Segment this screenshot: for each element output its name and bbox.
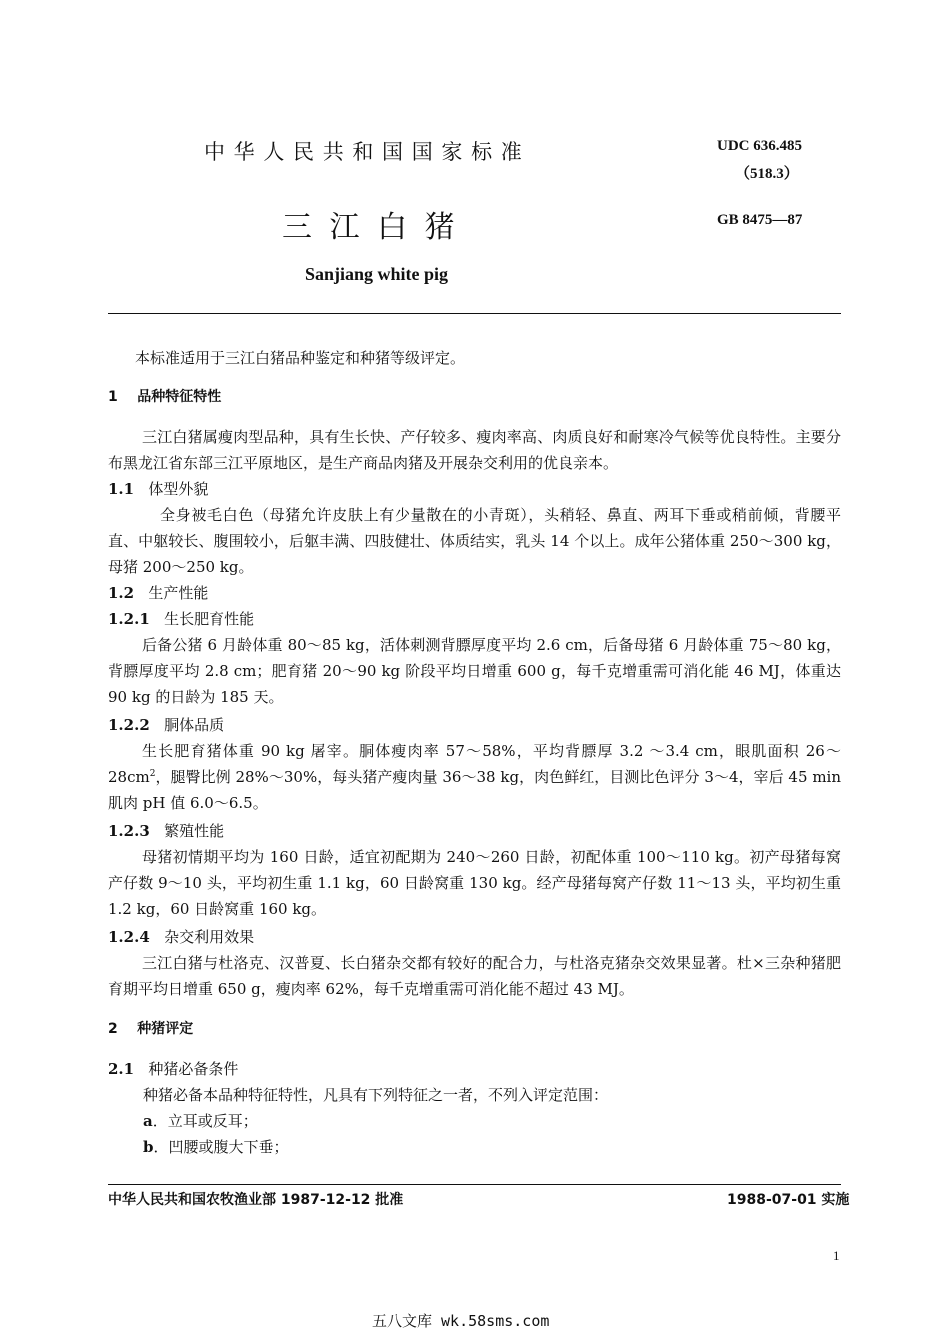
section-title: 生长肥育性能: [164, 610, 255, 628]
section-number: 1: [108, 389, 118, 405]
list-text: ．立耳或反耳；: [152, 1112, 258, 1130]
udc-subcode: （518.3）: [735, 166, 799, 182]
section-1-2-3-heading: [108, 818, 224, 844]
udc-code: UDC 636.485: [717, 138, 802, 154]
document-title: 三 江 白 猪: [282, 210, 459, 245]
section-1-2-1-paragraph: 后备公猪 6 月龄体重 80～85 kg，活体刺测背膘厚度平均 2.6 cm，后备母猪 6 月龄体重 75～80 kg，背膘厚度平均 2.8 cm；肥育猪 20～90 kg 阶段平均日增重 600 g，每千克增重需可消化能 46 MJ，体重达 90 kg 的日龄为 185 天。: [108, 636, 841, 706]
section-title: 体型外貌: [148, 480, 209, 498]
section-1-2-heading: [108, 580, 208, 606]
section-number: 2: [108, 1021, 118, 1037]
section-number: 1.2.4: [108, 928, 150, 946]
section-number: 1.2.3: [108, 822, 150, 840]
section-2-1-heading: [108, 1056, 238, 1082]
section-1-2-2-paragraph: [108, 738, 841, 816]
section-title: 杂交利用效果: [164, 928, 255, 946]
section-1-2-1-heading: [108, 606, 254, 632]
approval-statement: 中华人民共和国农牧渔业部 1987-12-12 批准: [108, 1192, 404, 1208]
section-1-2-4-heading: [108, 924, 254, 950]
national-standard-heading: 中 华 人 民 共 和 国 国 家 标 准: [204, 140, 523, 164]
list-marker: a: [143, 1112, 153, 1130]
section-number: 2.1: [108, 1060, 135, 1078]
section-1-paragraph: 三江白猪属瘦肉型品种，具有生长快、产仔较多、瘦肉率高、肉质良好和耐寒冷气候等优良特性。主要分布黑龙江省东部三江平原地区，是生产商品肉猪及开展杂交利用的优良亲本。: [108, 428, 841, 472]
header-divider: [108, 313, 841, 314]
section-number: 1.1: [108, 480, 135, 498]
list-item: [143, 1134, 289, 1160]
section-title: 种猪评定: [137, 1021, 194, 1037]
paragraph-text: 生长肥育猪体重 90 kg 屠宰。胴体瘦肉率 57～58%，平均背膘厚 3.2 ～3.4 cm，眼肌面积 26～28cm: [108, 742, 841, 786]
list-text: ．凹腰或腹大下垂；: [153, 1138, 289, 1156]
page-number: 1: [833, 1248, 840, 1263]
superscript: 2: [149, 769, 156, 779]
scope-statement: 本标准适用于三江白猪品种鉴定和种猪等级评定。: [135, 349, 466, 367]
paragraph-text: ，腿臀比例 28%～30%，每头猪产瘦肉量 36～38 kg，肉色鲜红，目测比色评分 3～4，宰后 45 min 肌肉 pH 值 6.0～6.5。: [108, 768, 841, 812]
effective-date: 1988-07-01 实施: [727, 1192, 850, 1208]
gb-standard-code: GB 8475—87: [717, 212, 803, 228]
section-1-heading: [108, 384, 221, 410]
list-item: [143, 1108, 258, 1134]
section-title: 品种特征特性: [137, 389, 222, 405]
section-1-1-paragraph: 全身被毛白色（母猪允许皮肤上有少量散在的小青斑），头稍轻、鼻直、两耳下垂或稍前倾，背腰平直、中躯较长、腹围较小，后躯丰满、四肢健壮、体质结实，乳头 14 个以上。成年公猪体重 250～300 kg，母猪 200～250 kg。: [108, 506, 841, 576]
section-title: 种猪必备条件: [148, 1060, 239, 1078]
section-title: 生产性能: [148, 584, 209, 602]
section-title: 胴体品质: [164, 716, 225, 734]
list-marker: b: [143, 1138, 154, 1156]
section-title: 繁殖性能: [164, 822, 225, 840]
section-number: 1.2: [108, 584, 135, 602]
footer-divider: [108, 1184, 841, 1185]
english-title: Sanjiang white pig: [305, 264, 449, 284]
watermark: 五八文库 wk.58sms.com: [372, 1312, 550, 1330]
section-1-2-2-heading: [108, 712, 224, 738]
section-number: 1.2.2: [108, 716, 150, 734]
section-1-1-heading: [108, 476, 208, 502]
section-1-2-4-paragraph: 三江白猪与杜洛克、汉普夏、长白猪杂交都有较好的配合力，与杜洛克猪杂交效果显著。杜×三杂种猪肥育期平均日增重 650 g，瘦肉率 62%，每千克增重需可消化能不超过 43 MJ。: [108, 954, 841, 998]
section-number: 1.2.1: [108, 610, 150, 628]
section-1-2-3-paragraph: 母猪初情期平均为 160 日龄，适宜初配期为 240～260 日龄，初配体重 100～110 kg。初产母猪每窝产仔数 9～10 头，平均初生重 1.1 kg，60 日龄窝重 130 kg。经产母猪每窝产仔数 11～13 头，平均初生重 1.2 kg，60 日龄窝重 160 kg。: [108, 848, 841, 918]
section-2-heading: [108, 1016, 193, 1042]
section-2-1-paragraph: 种猪必备本品种特征特性，凡具有下列特征之一者，不列入评定范围：: [143, 1086, 609, 1104]
